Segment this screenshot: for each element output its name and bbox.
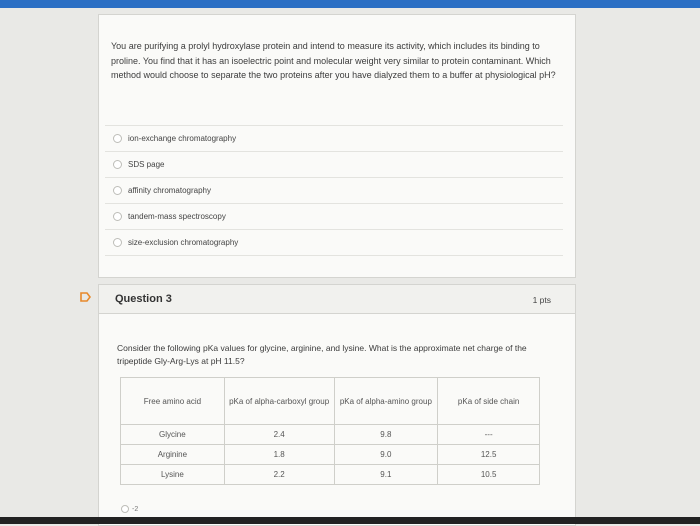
table-cell: Glycine	[121, 425, 225, 445]
answer-label: size-exclusion chromatography	[128, 238, 239, 247]
table-header: pKa of alpha-amino group	[334, 378, 438, 425]
table-cell: 9.1	[334, 465, 438, 485]
table-cell: 9.0	[334, 445, 438, 465]
table-header: Free amino acid	[121, 378, 225, 425]
answer-label: ion-exchange chromatography	[128, 134, 237, 143]
radio-button[interactable]	[121, 505, 129, 513]
answer-label: SDS page	[128, 160, 165, 169]
table-row	[121, 445, 540, 465]
radio-button[interactable]	[113, 186, 122, 195]
table-cell: 1.8	[224, 445, 334, 465]
radio-button[interactable]	[113, 160, 122, 169]
table-cell: 2.2	[224, 465, 334, 485]
question-points: 1 pts	[532, 295, 551, 305]
table-header: pKa of side chain	[438, 378, 540, 425]
answer-option[interactable]	[105, 229, 563, 256]
pka-table	[120, 377, 540, 485]
radio-button[interactable]	[113, 212, 122, 221]
top-accent-bar	[0, 0, 700, 8]
answer-label: affinity chromatography	[128, 186, 212, 195]
table-row	[121, 465, 540, 485]
table-cell: 2.4	[224, 425, 334, 445]
radio-button[interactable]	[113, 134, 122, 143]
table-header: pKa of alpha-carboxyl group	[224, 378, 334, 425]
table-cell: 9.8	[334, 425, 438, 445]
answer-options	[105, 125, 563, 256]
radio-button[interactable]	[113, 238, 122, 247]
answer-label: -2	[132, 505, 139, 513]
table-cell: Lysine	[121, 465, 225, 485]
answer-option[interactable]	[105, 177, 563, 203]
table-row	[121, 425, 540, 445]
answer-option[interactable]	[121, 505, 138, 513]
answer-option[interactable]	[105, 203, 563, 229]
flag-icon[interactable]	[80, 292, 92, 302]
question-text: You are purifying a prolyl hydroxylase protein and intend to measure its activity, which includes its binding to proline. You find that it has an isoelectric point and molecular weight very similar to protein contaminant. Which method would choose to separate the two proteins after you have dialyzed them to a buffer at physiological pH?	[111, 41, 556, 80]
question-text: Consider the following pKa values for glycine, arginine, and lysine. What is the approximate net charge of the tripeptide Gly-Arg-Lys at pH 11.5?	[117, 343, 527, 366]
table-cell: Arginine	[121, 445, 225, 465]
question-header	[99, 285, 575, 314]
bottom-bar	[0, 517, 700, 524]
table-header-row	[121, 378, 540, 425]
table-cell: ---	[438, 425, 540, 445]
question-card-3	[98, 284, 576, 526]
table-cell: 10.5	[438, 465, 540, 485]
answer-option[interactable]	[105, 151, 563, 177]
question-card-previous	[98, 14, 576, 278]
answer-label: tandem-mass spectroscopy	[128, 212, 226, 221]
table-cell: 12.5	[438, 445, 540, 465]
answer-option[interactable]	[105, 125, 563, 151]
question-title: Question 3	[115, 293, 172, 305]
